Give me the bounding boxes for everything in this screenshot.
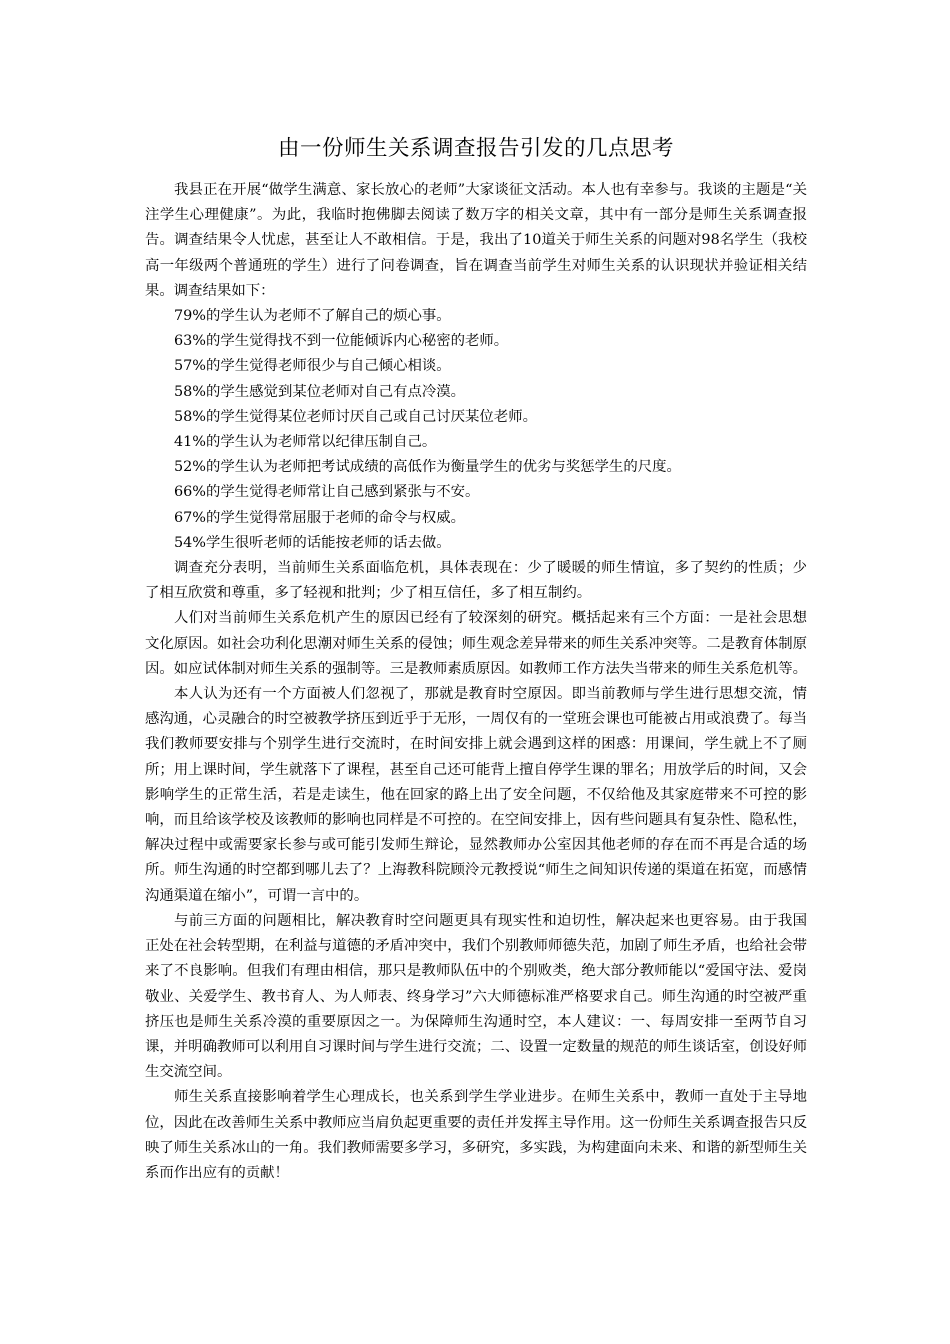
conclusion-paragraph: 师生关系直接影响着学生心理成长，也关系到学生学业进步。在师生关系中，教师一直处于主导地位，因此在改善师生关系中教师应当肩负起更重要的责任并发挥主导作用。这一份师生关系调查报告只反映了师生关系冰山的一角。我们教师需要多学习，多研究，多实践，为构建面向未来、和谐的新型师生关系而作出应有的贡献！ — [145, 1089, 807, 1181]
survey-result-item: 57%的学生觉得老师很少与自己倾心相谈。 — [174, 358, 451, 375]
survey-result-item: 52%的学生认为老师把考试成绩的高低作为衡量学生的优劣与奖惩学生的尺度。 — [174, 459, 681, 476]
document-title: 由一份师生关系调查报告引发的几点思考 — [277, 136, 674, 161]
document-body — [145, 132, 807, 1186]
survey-result-item: 41%的学生认为老师常以纪律压制自己。 — [174, 434, 437, 451]
survey-result-item: 63%的学生觉得找不到一位能倾诉内心秘密的老师。 — [174, 333, 509, 350]
survey-results-list — [145, 304, 807, 556]
survey-result-item: 67%的学生觉得常屈服于老师的命令与权威。 — [174, 509, 466, 526]
intro-paragraph: 我县正在开展“做学生满意、家长放心的老师”大家谈征文活动。本人也有幸参与。我谈的主题是“关注学生心理健康”。为此，我临时抱佛脚去阅读了数万字的相关文章，其中有一部分是师生关系调查报告。调查结果令人忧虑，甚至让人不敢相信。于是，我出了10道关于师生关系的问题对98名学生（我校高一年级两个普通班的学生）进行了问卷调查，旨在调查当前学生对师生关系的认识现状并验证相关结果。调查结果如下： — [145, 182, 807, 299]
survey-result-item: 79%的学生认为老师不了解自己的烦心事。 — [174, 308, 451, 325]
causes-paragraph: 人们对当前师生关系危机产生的原因已经有了较深刻的研究。概括起来有三个方面：一是社会思想文化原因。如社会功利化思潮对师生关系的侵蚀；师生观念差异带来的师生关系冲突等。二是教育体制原因。如应试体制对师生关系的强制等。三是教师素质原因。如教师工作方法失当带来的师生关系危机等。 — [145, 610, 807, 677]
survey-result-item: 58%的学生感觉到某位老师对自己有点冷漠。 — [174, 383, 466, 400]
suggestion-paragraph: 与前三方面的问题相比，解决教育时空问题更具有现实性和迫切性，解决起来也更容易。由于我国正处在社会转型期，在利益与道德的矛盾冲突中，我们个别教师师德失范，加剧了师生矛盾，也给社会带来了不良影响。但我们有理由相信，那只是教师队伍中的个别败类，绝大部分教师能以“爱国守法、爱岗敬业、关爱学生、教书育人、为人师表、终身学习”六大师德标准严格要求自己。师生沟通的时空被严重挤压也是师生关系冷漠的重要原因之一。为保障师生沟通时空，本人建议：一、每周安排一至两节自习课，并明确教师可以利用自习课时间与学生进行交流；二、设置一定数量的规范的师生谈话室，创设好师生交流空间。 — [145, 912, 807, 1081]
analysis-paragraph: 调查充分表明，当前师生关系面临危机，具体表现在：少了暖暖的师生情谊，多了契约的性质；少了相互欣赏和尊重，多了轻视和批判；少了相互信任，多了相互制约。 — [145, 560, 807, 602]
survey-result-item: 54%学生很听老师的话能按老师的话去做。 — [174, 534, 451, 551]
survey-result-item: 66%的学生觉得老师常让自己感到紧张与不安。 — [174, 484, 480, 501]
survey-result-item: 58%的学生觉得某位老师讨厌自己或自己讨厌某位老师。 — [174, 408, 537, 425]
time-space-paragraph: 本人认为还有一个方面被人们忽视了，那就是教育时空原因。即当前教师与学生进行思想交流，情感沟通，心灵融合的时空被教学挤压到近乎于无形，一周仅有的一堂班会课也可能被占用或浪费了。每当我们教师要安排与个别学生进行交流时，在时间安排上就会遇到这样的困惑：用课间，学生就上不了厕所；用上课时间，学生就落下了课程，甚至自己还可能背上擅自停学生课的罪名；用放学后的时间，又会影响学生的正常生活，若是走读生，他在回家的路上出了安全问题，不仅给他及其家庭带来不可控的影响，而且给该学校及该教师的影响也同样是不可控的。在空间安排上，因有些问题具有复杂性、隐私性，解决过程中或需要家长参与或可能引发师生辩论，显然教师办公室因其他老师的存在而不再是合适的场所。师生沟通的时空都到哪儿去了？上海教科院顾泠元教授说“师生之间知识传递的渠道在拓宽，而感情沟通渠道在缩小”，可谓一言中的。 — [145, 686, 807, 904]
